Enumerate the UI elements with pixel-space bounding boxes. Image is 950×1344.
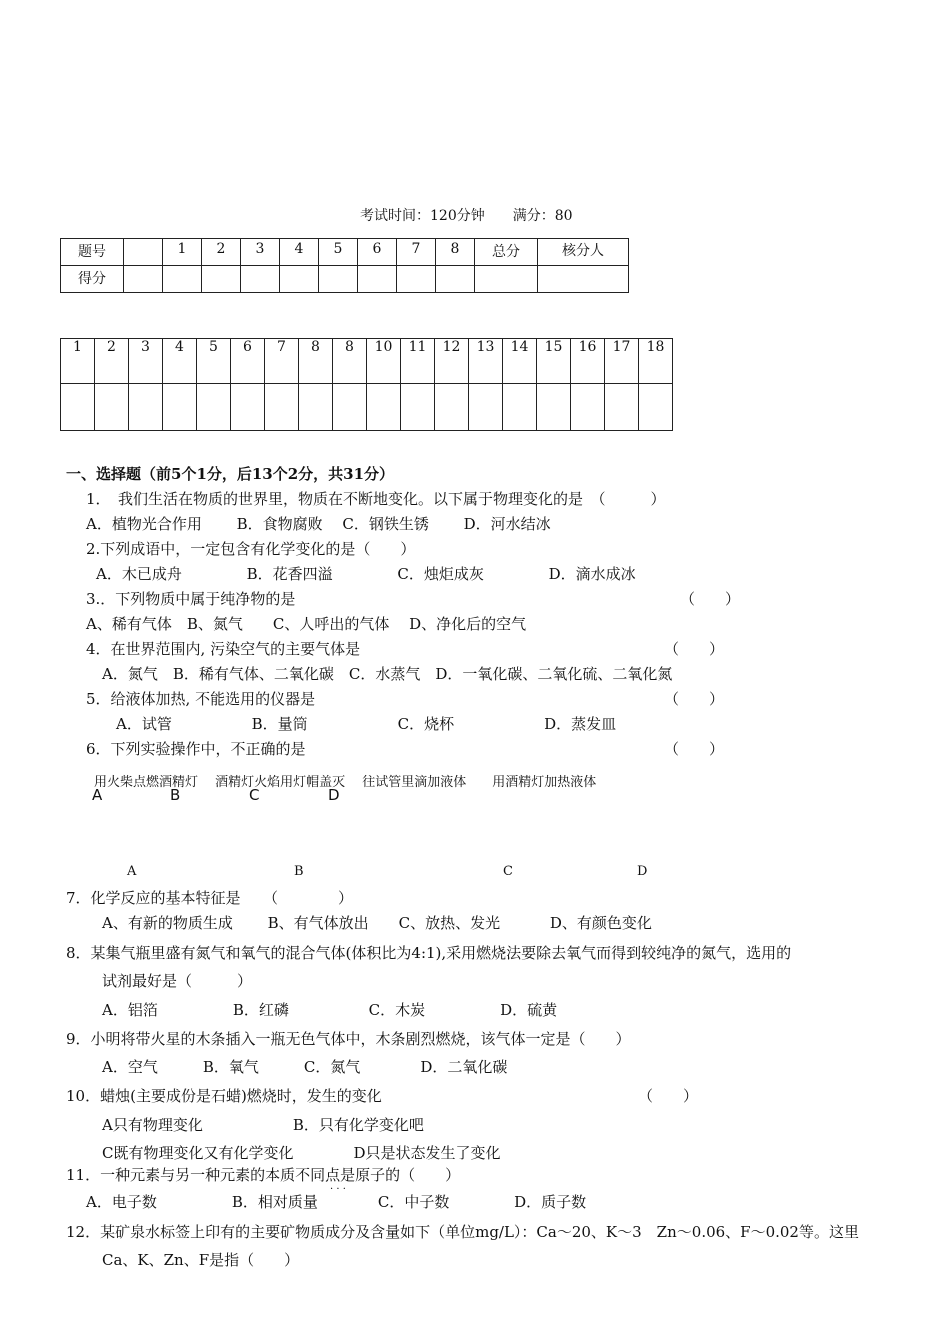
answer-blank xyxy=(129,384,163,431)
answer-number: 17 xyxy=(605,339,639,384)
score-cell: 5 xyxy=(319,239,358,266)
question-2-stem: 2.下列成语中，一定包含有化学变化的是（ ） xyxy=(86,540,416,558)
answer-number: 2 xyxy=(95,339,129,384)
answer-blank xyxy=(469,384,503,431)
question-4-options: A．氮气 B．稀有气体、二氧化碳 C．水蒸气 D．一氧化碳、二氧化硫、二氧化氮 xyxy=(102,665,673,683)
question-10-options-line2: C既有物理变化又有化学变化 D只是状态发生了变化 xyxy=(102,1144,501,1162)
answer-blank xyxy=(299,384,333,431)
question-5-paren: （ ） xyxy=(664,690,725,708)
question-1-options: A．植物光合作用 B．食物腐败 C．钢铁生锈 D．河水结冰 xyxy=(86,515,551,533)
score-input-cell xyxy=(319,266,358,293)
answer-number-row xyxy=(61,339,673,384)
score-table-score-row xyxy=(61,266,629,293)
question-5-options: A．试管 B．量筒 C．烧杯 D．蒸发皿 xyxy=(116,715,617,733)
question-11-options: A．电子数 B．相对质量 C．中子数 D．质子数 xyxy=(86,1193,587,1211)
answer-number: 5 xyxy=(197,339,231,384)
answer-number: 14 xyxy=(503,339,537,384)
answer-number: 16 xyxy=(571,339,605,384)
score-cell: 6 xyxy=(358,239,397,266)
question-6-letter-bottom: D xyxy=(637,864,648,879)
question-6-letter-bottom: A xyxy=(127,864,137,879)
question-10-paren: （ ） xyxy=(638,1087,699,1105)
score-cell: 4 xyxy=(280,239,319,266)
question-7-options: A、有新的物质生成 B、有气体放出 C、放热、发光 D、有颜色变化 xyxy=(102,914,652,932)
question-8-stem: 8．某集气瓶里盛有氮气和氧气的混合气体(体积比为4:1),采用燃烧法要除去氧气而得到较纯净的氮气，选用的 xyxy=(66,944,792,962)
question-6-paren: （ ） xyxy=(664,740,725,758)
question-6-letter-top: A xyxy=(92,786,103,804)
question-6-stem: 6．下列实验操作中，不正确的是 xyxy=(86,740,306,758)
score-cell: 1 xyxy=(163,239,202,266)
question-2-options: A．木已成舟 B．花香四溢 C．烛炬成灰 D．滴水成冰 xyxy=(96,565,636,583)
question-8-options: A．铝箔 B．红磷 C．木炭 D．硫黄 xyxy=(102,1001,558,1019)
question-11-stem: 11．一种元素与另一种元素的本质不同点是原子的（ ） xyxy=(66,1166,461,1184)
answer-blank xyxy=(265,384,299,431)
question-9-options: A．空气 B．氧气 C．氮气 D．二氧化碳 xyxy=(102,1058,508,1076)
score-input-cell xyxy=(475,266,538,293)
question-3-options: A、稀有气体 B、氮气 C、人呼出的气体 D、净化后的空气 xyxy=(86,615,527,633)
score-input-cell xyxy=(358,266,397,293)
score-cell: 3 xyxy=(241,239,280,266)
answer-blank xyxy=(605,384,639,431)
score-cell xyxy=(124,239,163,266)
answer-blank xyxy=(571,384,605,431)
answer-number: 3 xyxy=(129,339,163,384)
score-cell: 核分人 xyxy=(538,239,629,266)
score-cell: 题号 xyxy=(61,239,124,266)
answer-blank xyxy=(61,384,95,431)
section-title: 一、选择题（前5个1分，后13个2分，共31分） xyxy=(66,465,395,483)
answer-blank xyxy=(197,384,231,431)
answer-number: 6 xyxy=(231,339,265,384)
answer-blank xyxy=(163,384,197,431)
question-12-stem-continued: Ca、K、Zn、F是指（ ） xyxy=(102,1251,300,1269)
question-12-stem: 12．某矿泉水标签上印有的主要矿物质成分及含量如下（单位mg/L）：Ca～20、K～3 Zn～0.06、F～0.02等。这里 xyxy=(66,1223,859,1241)
score-cell: 2 xyxy=(202,239,241,266)
score-input-cell xyxy=(538,266,629,293)
answer-number: 7 xyxy=(265,339,299,384)
question-1-stem: 1． 我们生活在物质的世界里，物质在不断地变化。以下属于物理变化的是 （ ） xyxy=(86,490,666,508)
answer-number: 11 xyxy=(401,339,435,384)
answer-number: 15 xyxy=(537,339,571,384)
score-input-cell xyxy=(163,266,202,293)
question-8-stem-continued: 试剂最好是（ ） xyxy=(102,972,253,990)
answer-number: 12 xyxy=(435,339,469,384)
question-6-letter-bottom: B xyxy=(294,864,304,879)
question-7-stem: 7．化学反应的基本特征是 （ ） xyxy=(66,889,354,907)
answer-number: 10 xyxy=(367,339,401,384)
answer-number: 18 xyxy=(639,339,673,384)
question-9-stem: 9．小明将带火星的木条插入一瓶无色气体中，木条剧烈燃烧，该气体一定是（ ） xyxy=(66,1030,631,1048)
answer-number: 4 xyxy=(163,339,197,384)
score-input-cell xyxy=(202,266,241,293)
question-3-stem: 3.．下列物质中属于纯净物的是 xyxy=(86,590,296,608)
answer-blank-row xyxy=(61,384,673,431)
exam-info: 考试时间：120分钟 满分：80 xyxy=(360,208,573,224)
score-cell: 总分 xyxy=(475,239,538,266)
score-table-header-row xyxy=(61,239,629,266)
answer-blank xyxy=(537,384,571,431)
score-input-cell xyxy=(241,266,280,293)
question-4-paren: （ ） xyxy=(664,640,725,658)
answer-number: 8 xyxy=(333,339,367,384)
answer-number: 1 xyxy=(61,339,95,384)
score-table xyxy=(60,238,629,293)
question-10-options-line1: A只有物理变化 B．只有化学变化吧 xyxy=(102,1116,424,1134)
question-6-letter-top: C xyxy=(249,786,260,804)
answer-blank xyxy=(333,384,367,431)
question-6-letter-bottom: C xyxy=(503,864,513,879)
question-6-letter-top: D xyxy=(328,786,340,804)
emphasis-dots: · · · xyxy=(330,1184,346,1195)
answer-blank xyxy=(95,384,129,431)
question-5-stem: 5．给液体加热, 不能选用的仪器是 xyxy=(86,690,316,708)
score-cell: 8 xyxy=(436,239,475,266)
answer-table xyxy=(60,338,673,431)
answer-blank xyxy=(367,384,401,431)
answer-number: 8 xyxy=(299,339,333,384)
question-6-captions: 用火柴点燃酒精灯 酒精灯火焰用灯帽盖灭 往试管里滴加液体 用酒精灯加热液体 xyxy=(94,775,597,790)
answer-blank xyxy=(231,384,265,431)
question-6-letter-top: B xyxy=(170,786,181,804)
answer-number: 13 xyxy=(469,339,503,384)
answer-blank xyxy=(639,384,673,431)
question-3-paren: （ ） xyxy=(680,590,741,608)
score-input-cell xyxy=(397,266,436,293)
question-4-stem: 4．在世界范围内, 污染空气的主要气体是 xyxy=(86,640,361,658)
score-cell: 7 xyxy=(397,239,436,266)
score-row-label: 得分 xyxy=(61,266,124,293)
answer-blank xyxy=(401,384,435,431)
answer-blank xyxy=(503,384,537,431)
score-input-cell xyxy=(280,266,319,293)
answer-blank xyxy=(435,384,469,431)
score-input-cell xyxy=(436,266,475,293)
question-10-stem: 10．蜡烛(主要成份是石蜡)燃烧时，发生的变化 xyxy=(66,1087,382,1105)
score-input-cell xyxy=(124,266,163,293)
